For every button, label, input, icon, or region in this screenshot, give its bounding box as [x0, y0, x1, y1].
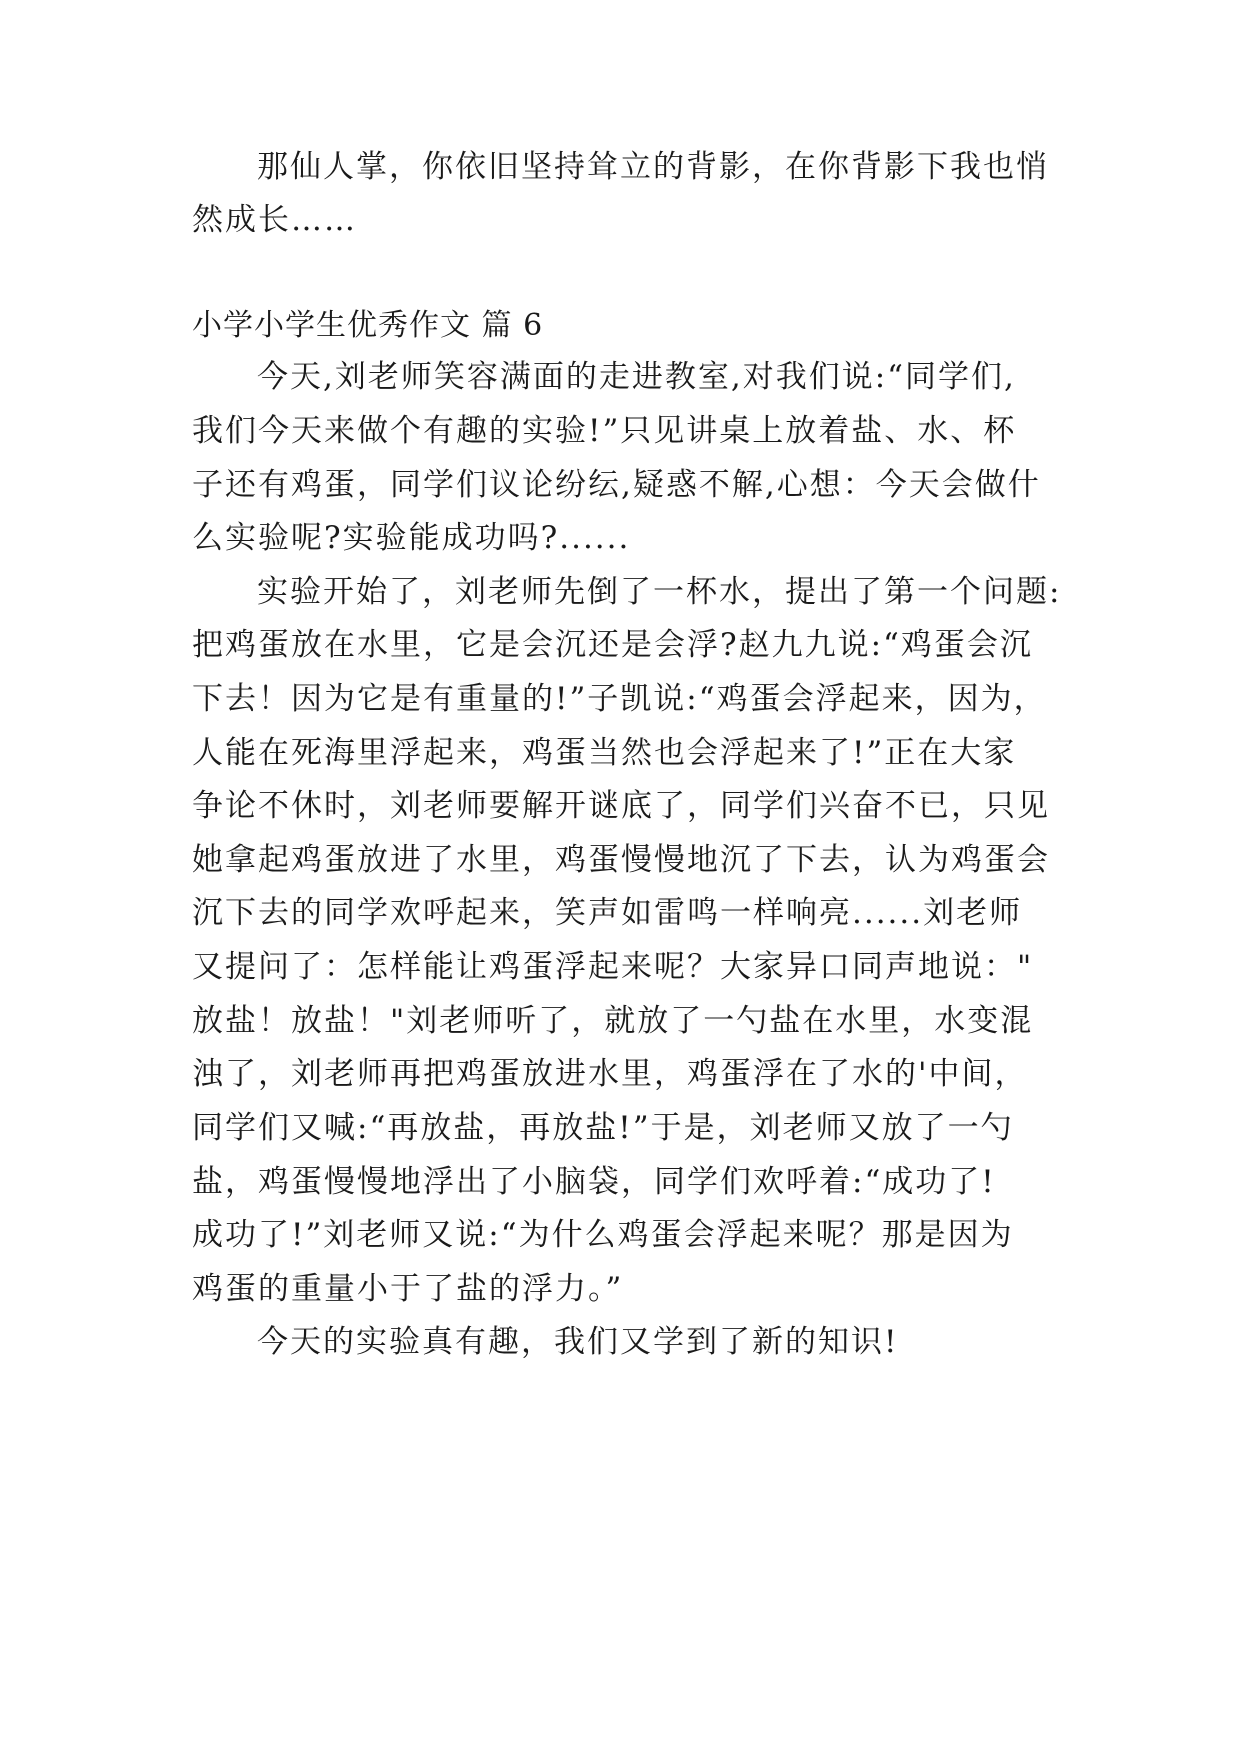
- paragraph-2-line-8: 又提问了：怎样能让鸡蛋浮起来呢？大家异口同声地说：": [192, 949, 1034, 985]
- paragraph-1-line-3: 子还有鸡蛋，同学们议论纷纭,疑惑不解,心想：今天会做什: [192, 467, 1041, 503]
- paragraph-2-line-3: 下去！因为它是有重量的!”子凯说:“鸡蛋会浮起来，因为，: [192, 681, 1047, 717]
- paragraph-2-line-9: 放盐！放盐！"刘老师听了，就放了一勺盐在水里，水变混: [192, 1003, 1034, 1039]
- paragraph-2-line-12: 盐，鸡蛋慢慢地浮出了小脑袋，同学们欢呼着:“成功了!: [192, 1164, 996, 1200]
- paragraph-2-line-4: 人能在死海里浮起来，鸡蛋当然也会浮起来了!”正在大家: [192, 735, 1017, 771]
- paragraph-2-line-1: 实验开始了，刘老师先倒了一杯水，提出了第一个问题:: [257, 574, 1062, 610]
- paragraph-2-line-14: 鸡蛋的重量小于了盐的浮力。”: [192, 1271, 624, 1307]
- section-title: 小学小学生优秀作文 篇 6: [192, 308, 544, 343]
- paragraph-2-line-6: 她拿起鸡蛋放进了水里，鸡蛋慢慢地沉了下去，认为鸡蛋会: [192, 842, 1050, 878]
- intro-paragraph-line-1: 那仙人掌，你依旧坚持耸立的背影，在你背影下我也悄: [257, 149, 1049, 185]
- paragraph-2-line-2: 把鸡蛋放在水里，它是会沉还是会浮?赵九九说:“鸡蛋会沉: [192, 627, 1033, 663]
- paragraph-1-line-1: 今天,刘老师笑容满面的走进教室,对我们说:“同学们,: [257, 359, 1016, 395]
- paragraph-2-line-11: 同学们又喊:“再放盐，再放盐!”于是，刘老师又放了一勺: [192, 1110, 1014, 1146]
- paragraph-1-line-2: 我们今天来做个有趣的实验!”只见讲桌上放着盐、水、杯: [192, 413, 1017, 449]
- paragraph-2-line-5: 争论不休时，刘老师要解开谜底了，同学们兴奋不已，只见: [192, 788, 1050, 824]
- paragraph-3-line-1: 今天的实验真有趣，我们又学到了新的知识!: [257, 1324, 899, 1360]
- paragraph-2-line-13: 成功了!”刘老师又说:“为什么鸡蛋会浮起来呢？那是因为: [192, 1217, 1014, 1253]
- intro-paragraph-line-2: 然成长……: [192, 202, 357, 238]
- paragraph-2-line-10: 浊了，刘老师再把鸡蛋放进水里，鸡蛋浮在了水的'中间，: [192, 1056, 1028, 1092]
- paragraph-2-line-7: 沉下去的同学欢呼起来，笑声如雷鸣一样响亮......刘老师: [192, 895, 1023, 931]
- paragraph-1-line-4: 么实验呢?实验能成功吗?......: [192, 520, 631, 556]
